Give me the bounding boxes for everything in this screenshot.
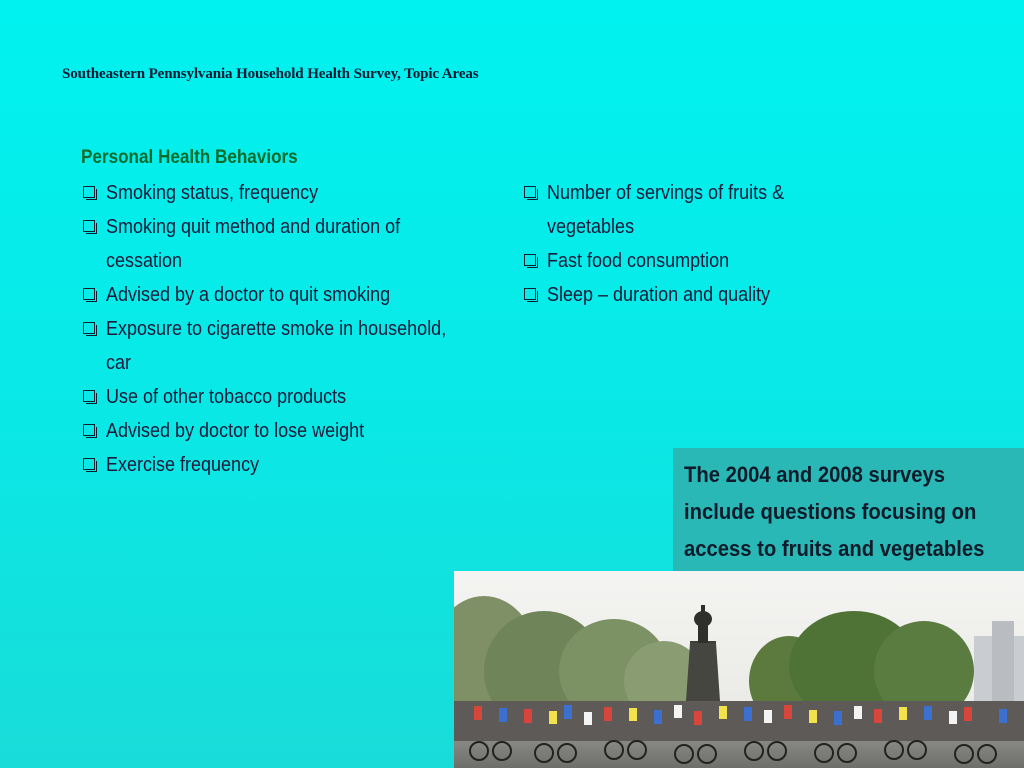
list-item [81,210,466,278]
cyclists-photo-illustration [454,571,1024,768]
checkbox-bullet-icon [83,458,95,470]
checkbox-bullet-icon [83,220,95,232]
list-item-text: Use of other tobacco products [106,386,347,408]
list-item-text: Smoking quit method and duration of cessation [106,216,401,272]
list-item-text: Advised by a doctor to quit smoking [106,284,391,306]
list-item-text: Fast food consumption [547,250,730,272]
list-item [522,278,822,312]
list-item [81,312,481,380]
list-item [81,414,481,448]
callout-text: The 2004 and 2008 surveys include questions focusing on access to fruits and vegetables [684,462,985,561]
list-item [81,448,481,482]
cyclists-photo [454,571,1024,768]
list-item-text: Smoking status, frequency [106,182,319,204]
callout-box [673,448,1024,571]
list-item [81,278,481,312]
list-item-text: Exposure to cigarette smoke in household, car [106,318,447,374]
checkbox-bullet-icon [524,254,536,266]
checkbox-bullet-icon [83,322,95,334]
list-item-text: Advised by doctor to lose weight [106,420,365,442]
checkbox-bullet-icon [83,288,95,300]
list-item [522,244,822,278]
list-item-text: Sleep – duration and quality [547,284,771,306]
list-item [81,176,481,210]
checkbox-bullet-icon [83,390,95,402]
list-item [522,176,822,244]
checkbox-bullet-icon [83,424,95,436]
slide-title: Southeastern Pennsylvania Household Health Survey, Topic Areas [62,66,479,82]
section-heading: Personal Health Behaviors [81,147,298,168]
right-bullet-list [522,176,822,312]
checkbox-bullet-icon [524,288,536,300]
list-item-text: Number of servings of fruits & vegetables [547,182,785,238]
checkbox-bullet-icon [524,186,536,198]
list-item-text: Exercise frequency [106,454,260,476]
checkbox-bullet-icon [83,186,95,198]
left-bullet-list [81,176,481,482]
list-item [81,380,481,414]
